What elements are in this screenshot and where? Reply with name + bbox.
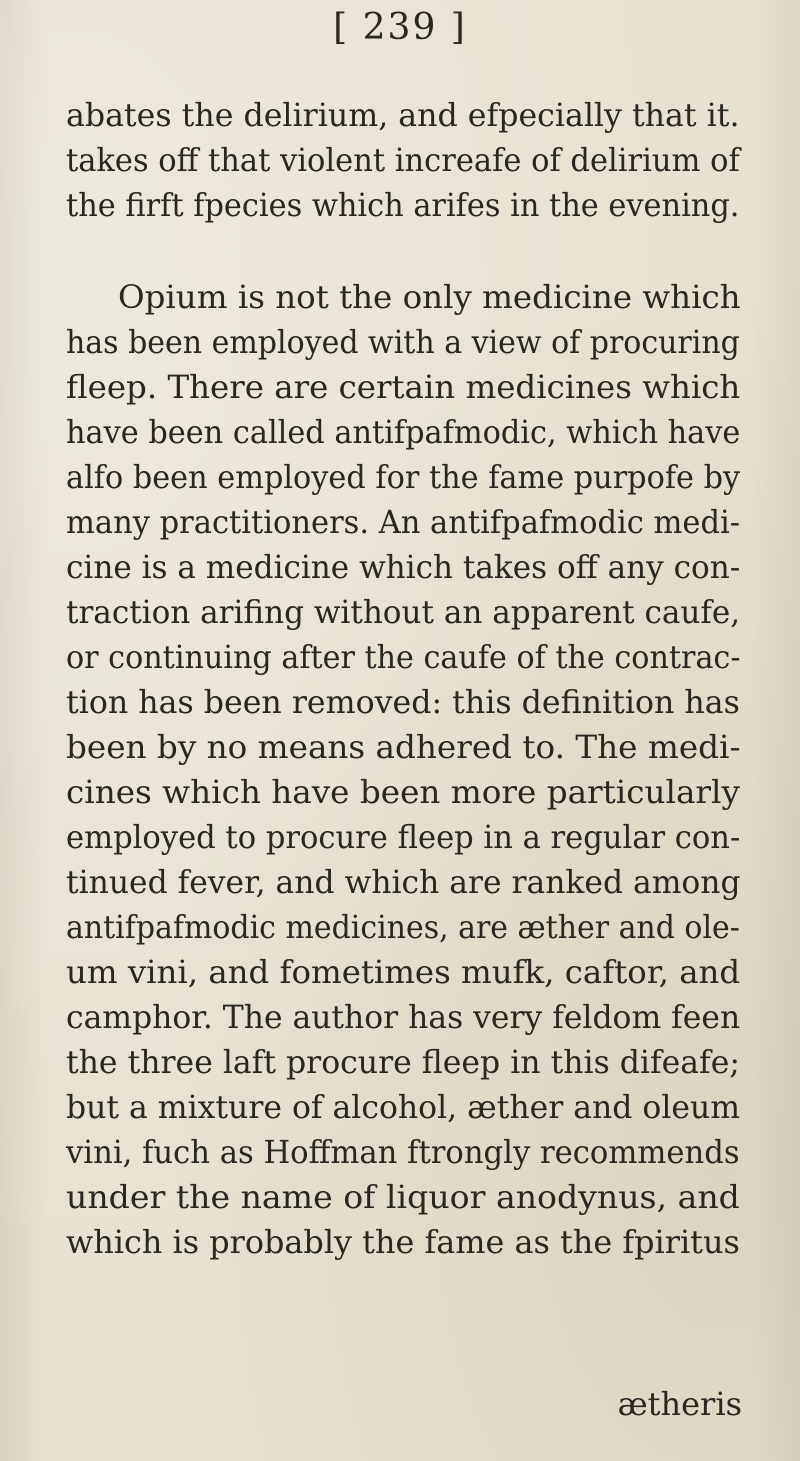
catchword: ætheris bbox=[617, 1385, 742, 1423]
text-line: under the name of liquor anodynus, and bbox=[66, 1178, 740, 1216]
text-line: have been called antifpafmodic, which have bbox=[66, 413, 741, 451]
text-line: um vini, and fometimes mufk, caftor, and bbox=[66, 953, 741, 991]
text-line: abates the delirium, and efpecially that it. bbox=[66, 96, 740, 134]
text-line: or continuing after the caufe of the contrac- bbox=[66, 638, 741, 676]
text-line: the firft fpecies which arifes in the evening. bbox=[66, 186, 740, 224]
text-line: been by no means adhered to. The medi- bbox=[66, 728, 741, 766]
page-number: [ 239 ] bbox=[333, 7, 467, 48]
text-line: cine is a medicine which takes off any con- bbox=[66, 548, 741, 586]
text-line: cines which have been more particularly bbox=[66, 773, 740, 811]
text-line: tion has been removed: this definition has bbox=[66, 683, 740, 721]
text-line: fleep. There are certain medicines which bbox=[66, 368, 741, 406]
text-line: the three laft procure fleep in this difeafe; bbox=[66, 1043, 740, 1081]
text-line: antifpafmodic medicines, are æther and ole- bbox=[66, 908, 740, 946]
text-line: alfo been employed for the fame purpofe by bbox=[66, 458, 741, 496]
text-line: tinued fever, and which are ranked among bbox=[66, 863, 741, 901]
text-line: Opium is not the only medicine which bbox=[118, 278, 741, 316]
text-line: many practitioners. An antifpafmodic medi- bbox=[66, 503, 741, 541]
text-line: camphor. The author has very feldom feen bbox=[66, 998, 741, 1036]
text-line: but a mixture of alcohol, æther and oleum bbox=[66, 1088, 741, 1126]
text-line: has been employed with a view of procuring bbox=[66, 323, 740, 361]
text-line: employed to procure fleep in a regular con- bbox=[66, 818, 741, 856]
text-line: takes off that violent increafe of delirium of bbox=[66, 141, 740, 179]
text-line: vini, fuch as Hoffman ftrongly recommends bbox=[66, 1133, 740, 1171]
text-line: traction arifing without an apparent caufe, bbox=[66, 593, 741, 631]
text-line: which is probably the fame as the fpiritus bbox=[66, 1223, 740, 1261]
